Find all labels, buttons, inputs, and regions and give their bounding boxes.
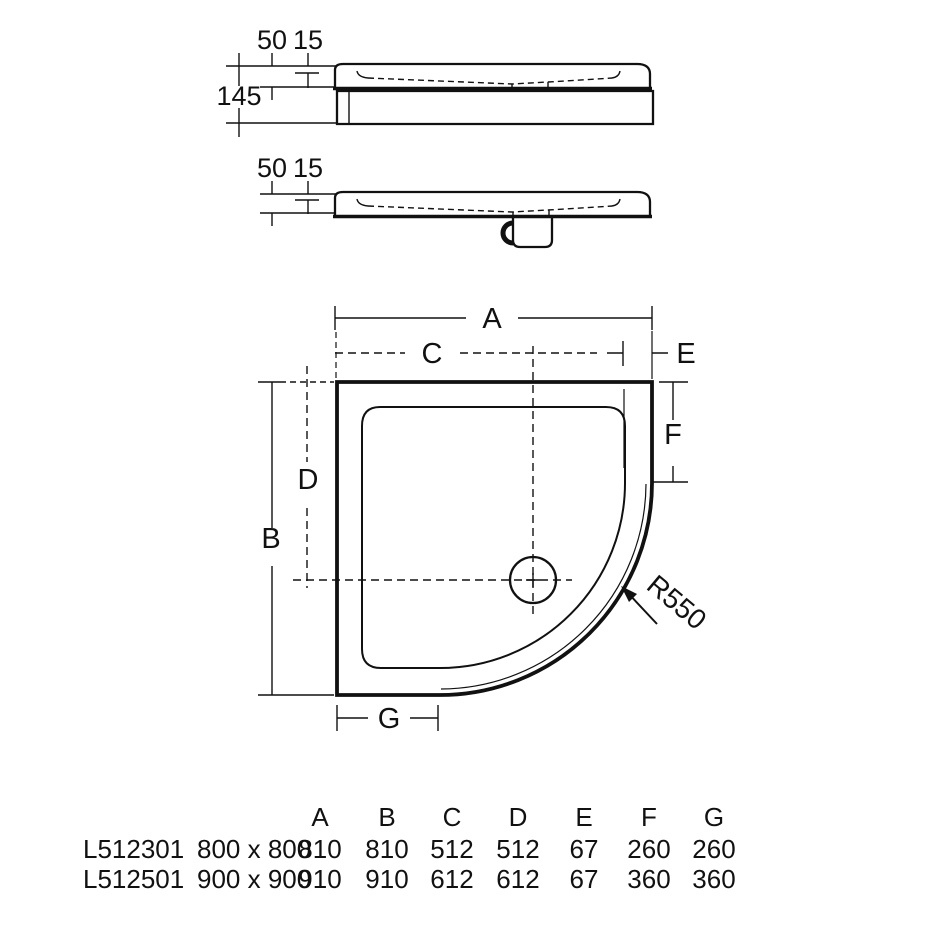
dimension-table [83,802,736,894]
value-d: 512 [496,834,540,864]
value-a: 910 [298,864,342,894]
dim-f [652,382,688,482]
value-e: 67 [569,864,599,894]
dim-a [335,303,652,379]
dim-e-label: E [676,338,696,370]
table-header-g: G [703,802,725,832]
low-rim-dim-label: 50 [256,153,288,183]
plan-view [258,303,712,735]
value-e: 67 [569,834,599,864]
value-a: 810 [298,834,342,864]
value-c: 612 [430,864,474,894]
riser-floor-dashed-line [357,71,620,89]
table-row [83,864,736,894]
value-g: 360 [692,864,736,894]
value-g: 260 [692,834,736,864]
dim-d [298,366,319,588]
product-size: 800 x 800 [197,834,312,864]
dim-e [607,338,696,370]
product-code: L512501 [83,864,185,894]
value-d: 612 [496,864,540,894]
dim-b [258,382,334,695]
table-header-e: E [575,802,593,832]
radius-callout [621,569,712,636]
dim-c-label: C [421,338,443,370]
riser-plinth [337,91,653,124]
tray-outer-outline [337,382,652,695]
table-header-a: A [311,802,329,832]
dim-f-label: F [664,419,682,451]
product-size: 900 x 900 [197,864,312,894]
table-header-c: C [442,802,462,832]
side-view-with-riser [216,25,653,137]
side-view-low-profile [257,153,652,247]
value-f: 360 [627,864,671,894]
table-header-row [311,802,724,832]
tray-curve-inner-edge [441,484,646,689]
dim-b-label: B [261,523,281,555]
value-b: 810 [365,834,409,864]
waste-trap [503,218,552,247]
value-f: 260 [627,834,671,864]
dim-c [335,338,597,370]
waste-trap-outlet [503,223,513,243]
table-header-d: D [508,802,528,832]
product-code: L512301 [83,834,185,864]
value-b: 910 [365,864,409,894]
table-row [83,834,736,864]
value-c: 512 [430,834,474,864]
riser-lip-dim-label: 15 [292,25,324,55]
riser-total-height-dim-label: 145 [216,81,262,111]
table-header-f: F [641,802,657,832]
table-header-b: B [378,802,396,832]
dim-g-label: G [377,703,401,735]
radius-label: R550 [641,568,713,636]
low-lip-dim-label: 15 [292,153,324,183]
dim-a-label: A [482,303,502,335]
dim-g [337,703,438,735]
dim-d-label: D [297,464,319,496]
riser-rim-dim-label: 50 [256,25,288,55]
low-dimension-lines [260,181,336,226]
waste-trap-body [513,218,552,247]
